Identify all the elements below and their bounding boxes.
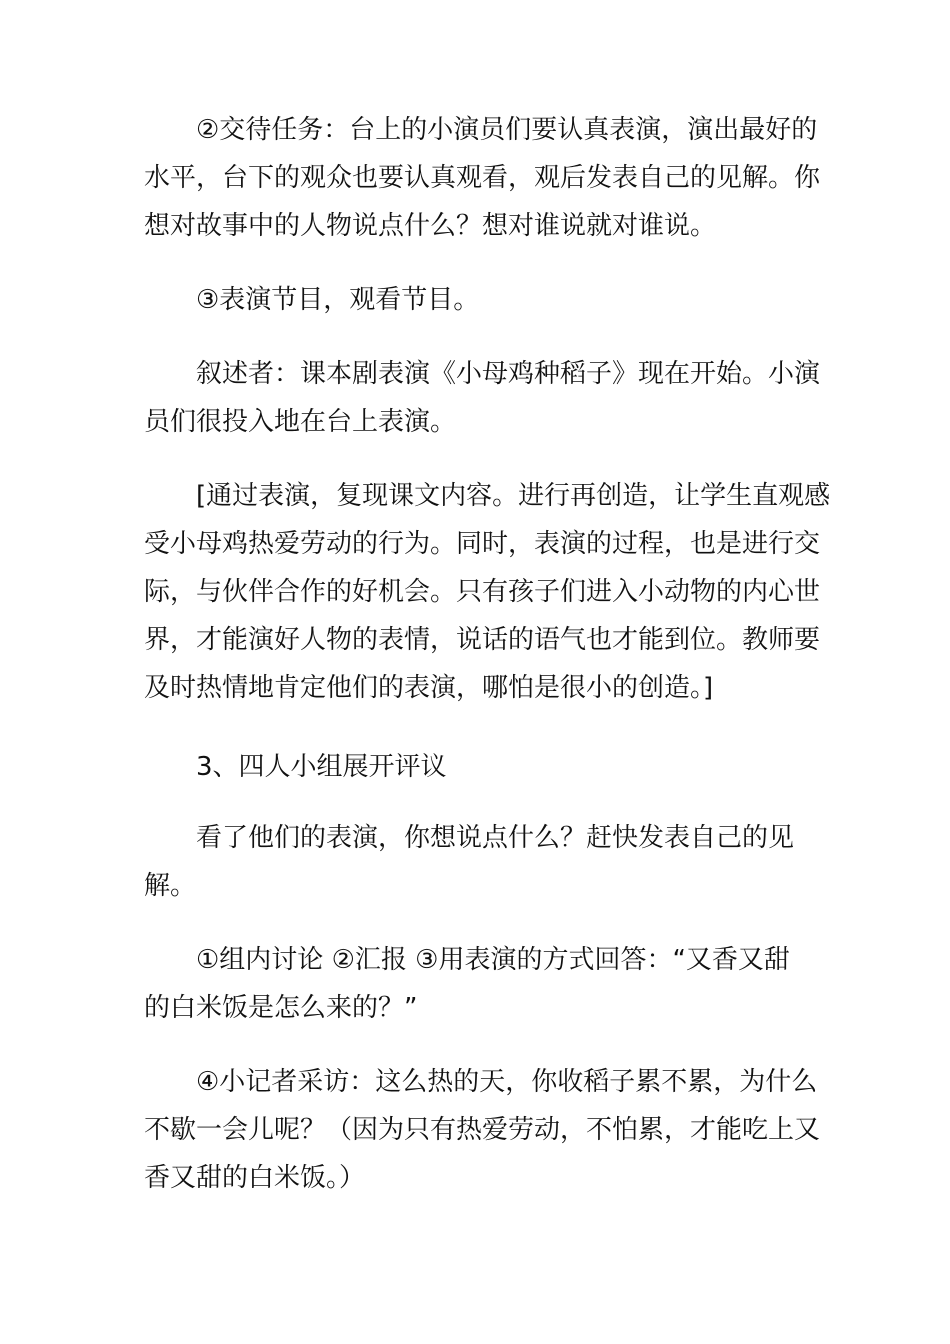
- text-line: ④小记者采访：这么热的天，你收稻子累不累，为什么: [196, 1067, 818, 1097]
- section-heading-3: [144, 743, 814, 791]
- text-line: 解。: [144, 871, 197, 901]
- text-line: ②交待任务：台上的小演员们要认真表演，演出最好的: [196, 115, 818, 145]
- text-line: 水平，台下的观众也要认真观看，观后发表自己的见解。你: [144, 163, 821, 193]
- text-line: 界，才能演好人物的表情，说话的语气也才能到位。教师要: [144, 625, 821, 655]
- paragraph-narrator: [144, 350, 821, 446]
- paragraph-steps: [144, 936, 814, 1032]
- text-line: ③表演节目，观看节目。: [196, 285, 480, 315]
- text-line: 看了他们的表演，你想说点什么？赶快发表自己的见: [196, 823, 795, 853]
- paragraph-perform: [144, 276, 814, 324]
- text-line: 受小母鸡热爱劳动的行为。同时，表演的过程，也是进行交: [144, 529, 821, 559]
- text-line: 的白米饭是怎么来的？”: [144, 993, 418, 1023]
- paragraph-question: [144, 814, 814, 910]
- paragraph-commentary: [144, 472, 831, 712]
- text-line: 香又甜的白米饭。）: [144, 1163, 366, 1193]
- text-line: 不歇一会儿呢？（因为只有热爱劳动，不怕累，才能吃上又: [144, 1115, 821, 1145]
- text-line: 员们很投入地在台上表演。: [144, 407, 457, 437]
- text-line: 3、四人小组展开评议: [196, 752, 447, 782]
- paragraph-assign-task: [144, 106, 821, 250]
- text-line: [通过表演，复现课文内容。进行再创造，让学生直观感: [196, 481, 831, 511]
- paragraph-reporter: [144, 1058, 821, 1202]
- text-line: 际，与伙伴合作的好机会。只有孩子们进入小动物的内心世: [144, 577, 821, 607]
- text-line: ①组内讨论 ②汇报 ③用表演的方式回答：“又香又甜: [196, 945, 790, 975]
- text-line: 及时热情地肯定他们的表演，哪怕是很小的创造。]: [144, 673, 714, 703]
- text-line: 叙述者：课本剧表演《小母鸡种稻子》现在开始。小演: [196, 359, 821, 389]
- text-line: 想对故事中的人物说点什么？想对谁说就对谁说。: [144, 211, 717, 241]
